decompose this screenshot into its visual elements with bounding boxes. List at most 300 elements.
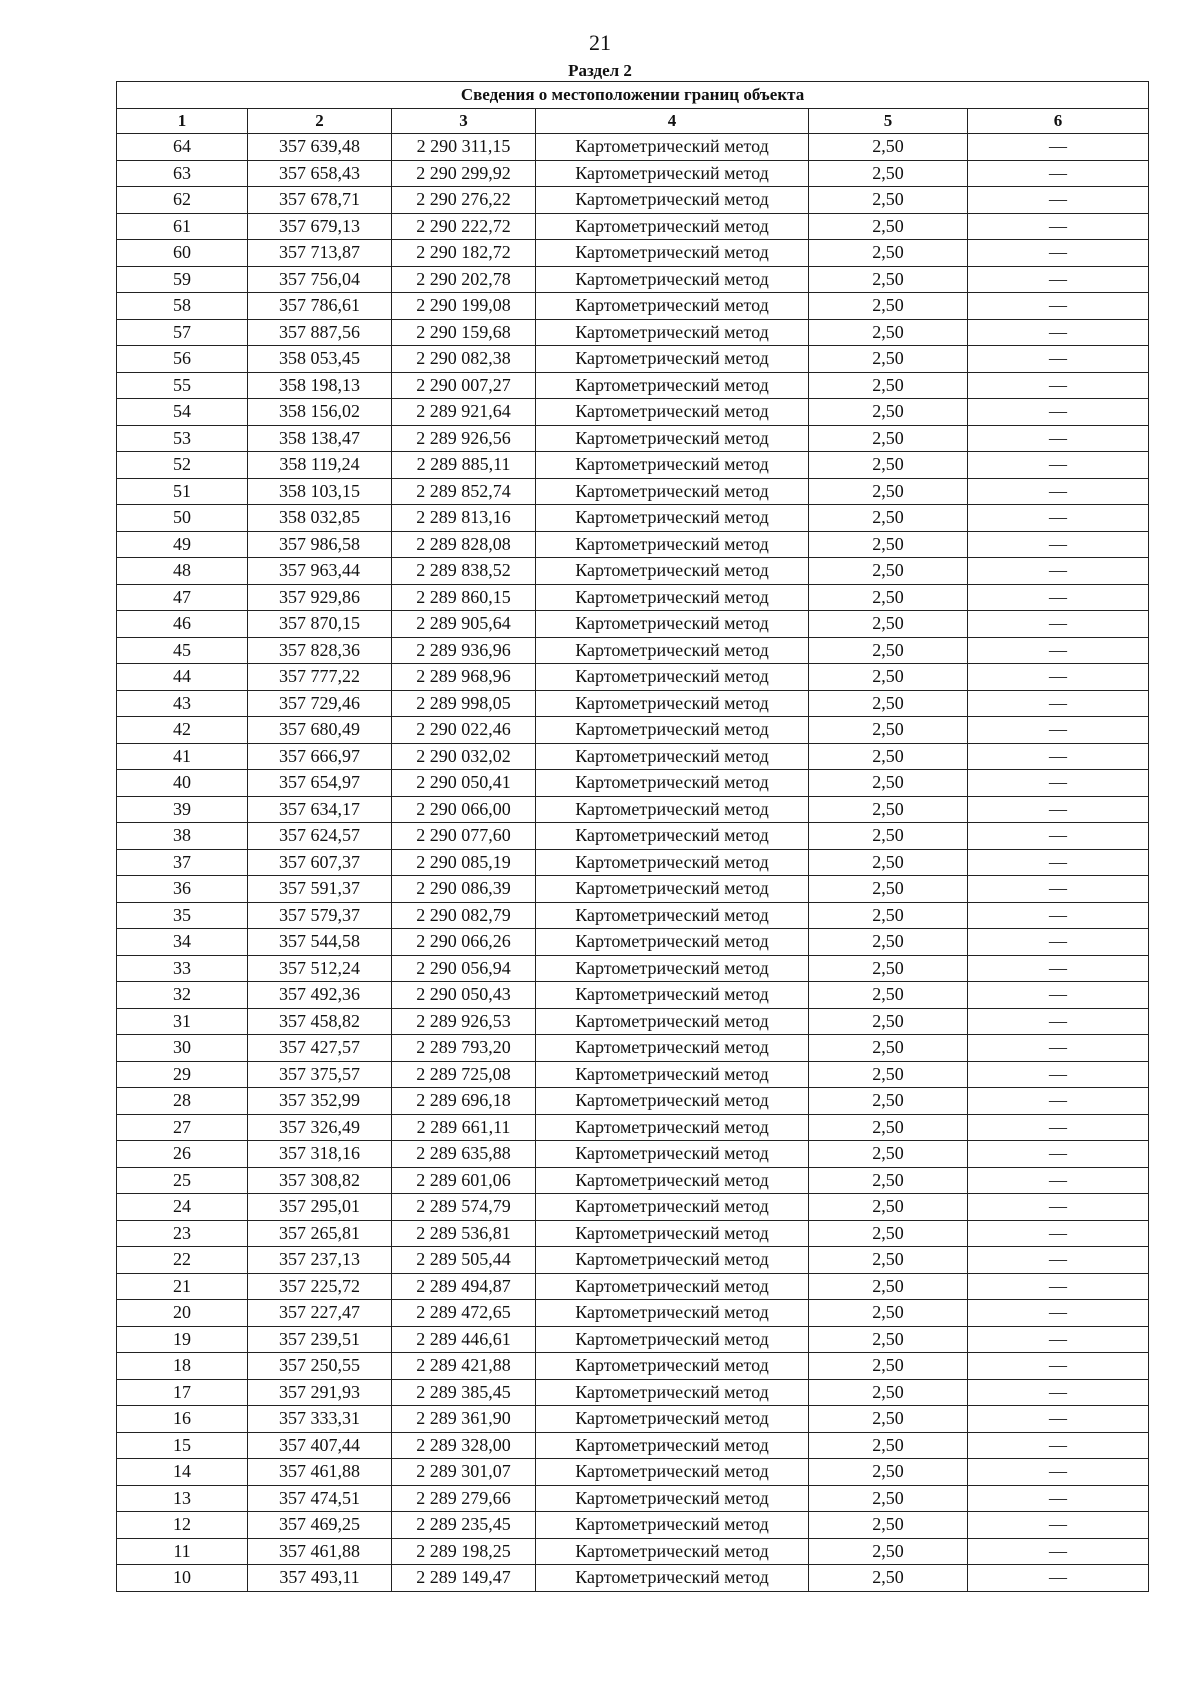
cell-point-number: 29 [117, 1061, 248, 1088]
cell-accuracy: 2,50 [809, 531, 968, 558]
cell-description: — [968, 558, 1149, 585]
cell-method: Картометрический метод [536, 982, 809, 1009]
cell-coord-y: 2 290 311,15 [392, 134, 536, 161]
cell-coord-y: 2 289 696,18 [392, 1088, 536, 1115]
table-row [117, 1565, 1149, 1592]
cell-coord-x: 357 666,97 [248, 743, 392, 770]
cell-coord-x: 357 458,82 [248, 1008, 392, 1035]
cell-description: — [968, 1061, 1149, 1088]
cell-point-number: 56 [117, 346, 248, 373]
cell-description: — [968, 1220, 1149, 1247]
cell-point-number: 54 [117, 399, 248, 426]
cell-method: Картометрический метод [536, 213, 809, 240]
cell-coord-y: 2 289 601,06 [392, 1167, 536, 1194]
cell-accuracy: 2,50 [809, 1459, 968, 1486]
cell-point-number: 11 [117, 1538, 248, 1565]
cell-coord-x: 357 308,82 [248, 1167, 392, 1194]
cell-point-number: 47 [117, 584, 248, 611]
cell-coord-y: 2 289 198,25 [392, 1538, 536, 1565]
cell-coord-y: 2 290 077,60 [392, 823, 536, 850]
cell-coord-x: 357 680,49 [248, 717, 392, 744]
cell-coord-y: 2 289 472,65 [392, 1300, 536, 1327]
cell-coord-x: 357 461,88 [248, 1459, 392, 1486]
cell-method: Картометрический метод [536, 743, 809, 770]
column-header-6: 6 [968, 109, 1149, 134]
cell-description: — [968, 266, 1149, 293]
cell-coord-x: 357 639,48 [248, 134, 392, 161]
cell-coord-y: 2 289 421,88 [392, 1353, 536, 1380]
table-row [117, 1247, 1149, 1274]
cell-coord-y: 2 289 828,08 [392, 531, 536, 558]
cell-accuracy: 2,50 [809, 1512, 968, 1539]
cell-point-number: 16 [117, 1406, 248, 1433]
cell-description: — [968, 187, 1149, 214]
cell-coord-x: 357 963,44 [248, 558, 392, 585]
column-header-5: 5 [809, 109, 968, 134]
table-row [117, 1512, 1149, 1539]
table-row [117, 955, 1149, 982]
table-row [117, 372, 1149, 399]
table-row [117, 1379, 1149, 1406]
cell-point-number: 46 [117, 611, 248, 638]
cell-coord-y: 2 289 725,08 [392, 1061, 536, 1088]
cell-accuracy: 2,50 [809, 1141, 968, 1168]
cell-method: Картометрический метод [536, 611, 809, 638]
cell-point-number: 20 [117, 1300, 248, 1327]
cell-coord-y: 2 289 301,07 [392, 1459, 536, 1486]
cell-coord-x: 357 318,16 [248, 1141, 392, 1168]
table-row [117, 1167, 1149, 1194]
cell-description: — [968, 876, 1149, 903]
cell-accuracy: 2,50 [809, 1379, 968, 1406]
cell-method: Картометрический метод [536, 717, 809, 744]
column-header-1: 1 [117, 109, 248, 134]
cell-description: — [968, 637, 1149, 664]
cell-coord-x: 357 250,55 [248, 1353, 392, 1380]
cell-accuracy: 2,50 [809, 690, 968, 717]
table-row [117, 319, 1149, 346]
cell-coord-x: 358 138,47 [248, 425, 392, 452]
cell-description: — [968, 1565, 1149, 1592]
cell-coord-x: 358 032,85 [248, 505, 392, 532]
cell-method: Картометрический метод [536, 637, 809, 664]
cell-coord-x: 357 225,72 [248, 1273, 392, 1300]
cell-point-number: 25 [117, 1167, 248, 1194]
cell-description: — [968, 1114, 1149, 1141]
table-row [117, 1538, 1149, 1565]
cell-accuracy: 2,50 [809, 1432, 968, 1459]
cell-coord-y: 2 290 299,92 [392, 160, 536, 187]
cell-point-number: 58 [117, 293, 248, 320]
cell-method: Картометрический метод [536, 240, 809, 267]
cell-method: Картометрический метод [536, 876, 809, 903]
cell-point-number: 38 [117, 823, 248, 850]
cell-accuracy: 2,50 [809, 346, 968, 373]
cell-accuracy: 2,50 [809, 1326, 968, 1353]
cell-point-number: 18 [117, 1353, 248, 1380]
cell-method: Картометрический метод [536, 770, 809, 797]
cell-coord-y: 2 289 361,90 [392, 1406, 536, 1433]
cell-method: Картометрический метод [536, 399, 809, 426]
cell-accuracy: 2,50 [809, 929, 968, 956]
cell-coord-x: 357 461,88 [248, 1538, 392, 1565]
cell-coord-x: 357 237,13 [248, 1247, 392, 1274]
cell-method: Картометрический метод [536, 266, 809, 293]
table-row [117, 213, 1149, 240]
cell-point-number: 21 [117, 1273, 248, 1300]
cell-description: — [968, 1273, 1149, 1300]
cell-coord-x: 357 326,49 [248, 1114, 392, 1141]
cell-point-number: 51 [117, 478, 248, 505]
cell-accuracy: 2,50 [809, 982, 968, 1009]
cell-method: Картометрический метод [536, 1379, 809, 1406]
cell-point-number: 31 [117, 1008, 248, 1035]
cell-point-number: 36 [117, 876, 248, 903]
cell-method: Картометрический метод [536, 902, 809, 929]
cell-coord-y: 2 289 813,16 [392, 505, 536, 532]
table-row [117, 637, 1149, 664]
cell-method: Картометрический метод [536, 796, 809, 823]
cell-coord-y: 2 290 056,94 [392, 955, 536, 982]
cell-accuracy: 2,50 [809, 319, 968, 346]
cell-coord-y: 2 290 182,72 [392, 240, 536, 267]
cell-coord-x: 357 678,71 [248, 187, 392, 214]
cell-point-number: 17 [117, 1379, 248, 1406]
cell-coord-x: 357 777,22 [248, 664, 392, 691]
cell-coord-y: 2 289 885,11 [392, 452, 536, 479]
cell-point-number: 62 [117, 187, 248, 214]
cell-method: Картометрический метод [536, 690, 809, 717]
cell-accuracy: 2,50 [809, 1485, 968, 1512]
cell-method: Картометрический метод [536, 1220, 809, 1247]
table-row [117, 160, 1149, 187]
cell-point-number: 42 [117, 717, 248, 744]
table-row [117, 770, 1149, 797]
cell-accuracy: 2,50 [809, 637, 968, 664]
cell-accuracy: 2,50 [809, 1353, 968, 1380]
coordinates-table [116, 81, 1149, 1592]
cell-description: — [968, 1008, 1149, 1035]
cell-coord-x: 357 729,46 [248, 690, 392, 717]
cell-point-number: 30 [117, 1035, 248, 1062]
cell-coord-x: 357 493,11 [248, 1565, 392, 1592]
cell-method: Картометрический метод [536, 425, 809, 452]
cell-method: Картометрический метод [536, 1326, 809, 1353]
table-row [117, 1220, 1149, 1247]
cell-accuracy: 2,50 [809, 1538, 968, 1565]
cell-method: Картометрический метод [536, 1088, 809, 1115]
cell-description: — [968, 425, 1149, 452]
cell-coord-y: 2 289 149,47 [392, 1565, 536, 1592]
cell-coord-x: 357 654,97 [248, 770, 392, 797]
table-row [117, 849, 1149, 876]
cell-accuracy: 2,50 [809, 1273, 968, 1300]
cell-method: Картометрический метод [536, 1512, 809, 1539]
table-row [117, 558, 1149, 585]
cell-coord-y: 2 290 222,72 [392, 213, 536, 240]
cell-coord-x: 357 474,51 [248, 1485, 392, 1512]
cell-accuracy: 2,50 [809, 1167, 968, 1194]
cell-coord-x: 357 986,58 [248, 531, 392, 558]
cell-method: Картометрический метод [536, 372, 809, 399]
cell-coord-y: 2 290 007,27 [392, 372, 536, 399]
column-header-2: 2 [248, 109, 392, 134]
cell-point-number: 45 [117, 637, 248, 664]
cell-method: Картометрический метод [536, 1565, 809, 1592]
cell-point-number: 48 [117, 558, 248, 585]
cell-description: — [968, 902, 1149, 929]
cell-method: Картометрический метод [536, 452, 809, 479]
table-row [117, 187, 1149, 214]
cell-coord-x: 357 607,37 [248, 849, 392, 876]
cell-method: Картометрический метод [536, 1406, 809, 1433]
cell-coord-y: 2 290 159,68 [392, 319, 536, 346]
cell-coord-y: 2 290 086,39 [392, 876, 536, 903]
cell-method: Картометрический метод [536, 558, 809, 585]
cell-point-number: 63 [117, 160, 248, 187]
cell-accuracy: 2,50 [809, 823, 968, 850]
table-row [117, 346, 1149, 373]
table-row [117, 1406, 1149, 1433]
cell-method: Картометрический метод [536, 1194, 809, 1221]
table-row [117, 399, 1149, 426]
cell-point-number: 28 [117, 1088, 248, 1115]
cell-coord-y: 2 290 199,08 [392, 293, 536, 320]
cell-coord-y: 2 289 998,05 [392, 690, 536, 717]
cell-coord-y: 2 290 276,22 [392, 187, 536, 214]
cell-description: — [968, 1167, 1149, 1194]
cell-method: Картометрический метод [536, 1035, 809, 1062]
cell-method: Картометрический метод [536, 1061, 809, 1088]
cell-accuracy: 2,50 [809, 1565, 968, 1592]
cell-coord-x: 357 929,86 [248, 584, 392, 611]
cell-coord-x: 358 119,24 [248, 452, 392, 479]
cell-coord-y: 2 289 852,74 [392, 478, 536, 505]
cell-point-number: 22 [117, 1247, 248, 1274]
cell-coord-x: 357 427,57 [248, 1035, 392, 1062]
cell-description: — [968, 478, 1149, 505]
cell-coord-x: 357 679,13 [248, 213, 392, 240]
cell-coord-y: 2 289 793,20 [392, 1035, 536, 1062]
cell-accuracy: 2,50 [809, 1061, 968, 1088]
cell-description: — [968, 399, 1149, 426]
cell-point-number: 12 [117, 1512, 248, 1539]
cell-point-number: 40 [117, 770, 248, 797]
cell-coord-x: 357 579,37 [248, 902, 392, 929]
cell-description: — [968, 1485, 1149, 1512]
table-row [117, 1432, 1149, 1459]
cell-method: Картометрический метод [536, 319, 809, 346]
cell-accuracy: 2,50 [809, 240, 968, 267]
cell-method: Картометрический метод [536, 955, 809, 982]
cell-description: — [968, 240, 1149, 267]
table-row [117, 690, 1149, 717]
cell-description: — [968, 160, 1149, 187]
cell-coord-y: 2 289 536,81 [392, 1220, 536, 1247]
table-row [117, 505, 1149, 532]
cell-description: — [968, 1141, 1149, 1168]
cell-coord-x: 357 713,87 [248, 240, 392, 267]
cell-method: Картометрический метод [536, 1459, 809, 1486]
table-row [117, 1088, 1149, 1115]
cell-description: — [968, 319, 1149, 346]
cell-coord-x: 357 756,04 [248, 266, 392, 293]
table-row [117, 902, 1149, 929]
table-row [117, 1035, 1149, 1062]
cell-point-number: 57 [117, 319, 248, 346]
cell-accuracy: 2,50 [809, 1220, 968, 1247]
cell-point-number: 43 [117, 690, 248, 717]
cell-point-number: 23 [117, 1220, 248, 1247]
cell-point-number: 59 [117, 266, 248, 293]
cell-accuracy: 2,50 [809, 478, 968, 505]
table-row [117, 425, 1149, 452]
cell-method: Картометрический метод [536, 1273, 809, 1300]
table-row [117, 1273, 1149, 1300]
cell-description: — [968, 770, 1149, 797]
cell-coord-x: 357 239,51 [248, 1326, 392, 1353]
cell-coord-x: 357 333,31 [248, 1406, 392, 1433]
cell-point-number: 13 [117, 1485, 248, 1512]
cell-accuracy: 2,50 [809, 664, 968, 691]
cell-coord-y: 2 290 082,79 [392, 902, 536, 929]
cell-method: Картометрический метод [536, 1008, 809, 1035]
cell-point-number: 27 [117, 1114, 248, 1141]
cell-description: — [968, 1432, 1149, 1459]
cell-coord-y: 2 289 926,53 [392, 1008, 536, 1035]
cell-accuracy: 2,50 [809, 1088, 968, 1115]
table-row [117, 1061, 1149, 1088]
cell-coord-x: 358 156,02 [248, 399, 392, 426]
cell-accuracy: 2,50 [809, 372, 968, 399]
cell-method: Картометрический метод [536, 823, 809, 850]
cell-coord-x: 357 352,99 [248, 1088, 392, 1115]
cell-coord-y: 2 289 968,96 [392, 664, 536, 691]
table-row [117, 1114, 1149, 1141]
cell-method: Картометрический метод [536, 584, 809, 611]
cell-coord-y: 2 289 860,15 [392, 584, 536, 611]
cell-coord-y: 2 290 082,38 [392, 346, 536, 373]
cell-method: Картометрический метод [536, 478, 809, 505]
cell-description: — [968, 717, 1149, 744]
cell-method: Картометрический метод [536, 1485, 809, 1512]
cell-coord-y: 2 290 066,00 [392, 796, 536, 823]
cell-coord-y: 2 289 926,56 [392, 425, 536, 452]
cell-coord-y: 2 289 235,45 [392, 1512, 536, 1539]
cell-description: — [968, 372, 1149, 399]
cell-coord-y: 2 290 050,43 [392, 982, 536, 1009]
cell-coord-y: 2 289 921,64 [392, 399, 536, 426]
cell-point-number: 10 [117, 1565, 248, 1592]
cell-accuracy: 2,50 [809, 452, 968, 479]
cell-accuracy: 2,50 [809, 425, 968, 452]
cell-point-number: 37 [117, 849, 248, 876]
cell-point-number: 50 [117, 505, 248, 532]
cell-description: — [968, 293, 1149, 320]
cell-method: Картометрический метод [536, 1167, 809, 1194]
cell-method: Картометрический метод [536, 134, 809, 161]
cell-coord-x: 357 624,57 [248, 823, 392, 850]
table-row [117, 796, 1149, 823]
cell-method: Картометрический метод [536, 160, 809, 187]
cell-accuracy: 2,50 [809, 955, 968, 982]
table-row [117, 664, 1149, 691]
cell-point-number: 44 [117, 664, 248, 691]
cell-method: Картометрический метод [536, 187, 809, 214]
table-row [117, 1326, 1149, 1353]
cell-description: — [968, 1459, 1149, 1486]
cell-coord-x: 358 103,15 [248, 478, 392, 505]
cell-coord-x: 357 512,24 [248, 955, 392, 982]
cell-coord-x: 357 265,81 [248, 1220, 392, 1247]
column-header-3: 3 [392, 109, 536, 134]
table-row [117, 1008, 1149, 1035]
cell-description: — [968, 452, 1149, 479]
cell-coord-y: 2 289 385,45 [392, 1379, 536, 1406]
table-row [117, 240, 1149, 267]
cell-description: — [968, 1512, 1149, 1539]
cell-point-number: 49 [117, 531, 248, 558]
cell-coord-y: 2 290 050,41 [392, 770, 536, 797]
table-row [117, 929, 1149, 956]
cell-accuracy: 2,50 [809, 160, 968, 187]
cell-description: — [968, 982, 1149, 1009]
cell-point-number: 15 [117, 1432, 248, 1459]
cell-description: — [968, 1538, 1149, 1565]
cell-point-number: 53 [117, 425, 248, 452]
table-header-row [117, 109, 1149, 134]
cell-point-number: 52 [117, 452, 248, 479]
cell-point-number: 61 [117, 213, 248, 240]
cell-accuracy: 2,50 [809, 770, 968, 797]
table-row [117, 266, 1149, 293]
cell-coord-x: 357 887,56 [248, 319, 392, 346]
cell-accuracy: 2,50 [809, 1035, 968, 1062]
cell-description: — [968, 1406, 1149, 1433]
cell-description: — [968, 1247, 1149, 1274]
cell-coord-x: 357 291,93 [248, 1379, 392, 1406]
cell-coord-y: 2 289 574,79 [392, 1194, 536, 1221]
cell-description: — [968, 346, 1149, 373]
cell-coord-y: 2 289 905,64 [392, 611, 536, 638]
cell-coord-y: 2 289 494,87 [392, 1273, 536, 1300]
cell-point-number: 39 [117, 796, 248, 823]
cell-coord-y: 2 289 838,52 [392, 558, 536, 585]
cell-method: Картометрический метод [536, 1432, 809, 1459]
cell-coord-x: 357 469,25 [248, 1512, 392, 1539]
cell-coord-x: 357 227,47 [248, 1300, 392, 1327]
cell-coord-y: 2 289 328,00 [392, 1432, 536, 1459]
cell-point-number: 26 [117, 1141, 248, 1168]
cell-accuracy: 2,50 [809, 796, 968, 823]
table-body [117, 134, 1149, 1592]
table-row [117, 1194, 1149, 1221]
cell-coord-x: 357 492,36 [248, 982, 392, 1009]
cell-point-number: 24 [117, 1194, 248, 1221]
table-row [117, 982, 1149, 1009]
cell-point-number: 34 [117, 929, 248, 956]
cell-point-number: 55 [117, 372, 248, 399]
cell-accuracy: 2,50 [809, 1247, 968, 1274]
cell-method: Картометрический метод [536, 1353, 809, 1380]
table-row [117, 452, 1149, 479]
cell-description: — [968, 611, 1149, 638]
cell-method: Картометрический метод [536, 1538, 809, 1565]
table-row [117, 584, 1149, 611]
cell-description: — [968, 1194, 1149, 1221]
cell-accuracy: 2,50 [809, 876, 968, 903]
cell-accuracy: 2,50 [809, 1008, 968, 1035]
